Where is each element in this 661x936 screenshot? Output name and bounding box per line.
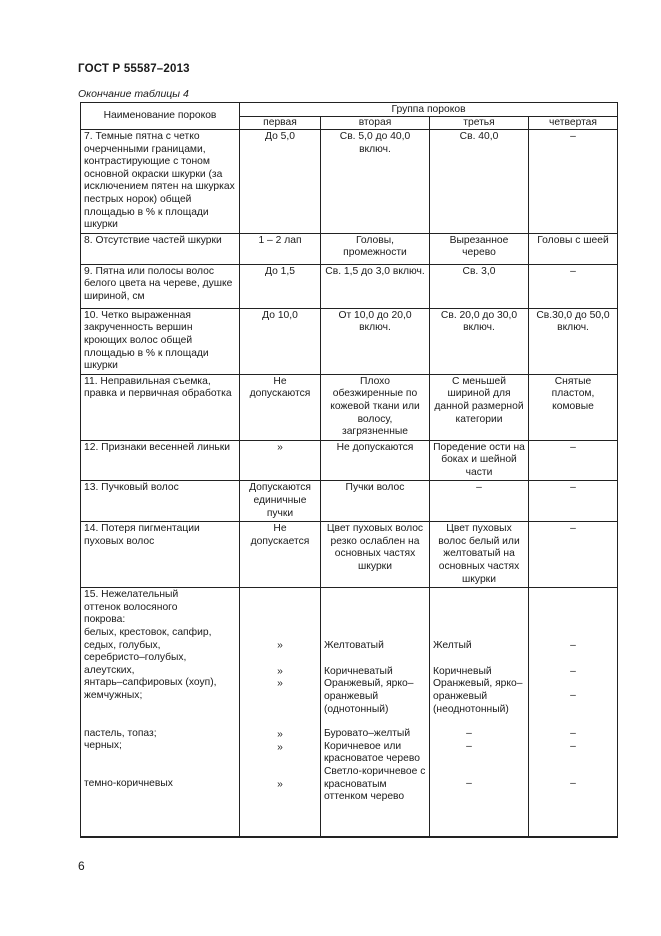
row15-g1-value: » [277, 665, 283, 677]
header-group-1: первая [240, 117, 321, 130]
row15-g2-value: Буровато–желтый [324, 728, 411, 740]
table-row [81, 308, 618, 374]
group-2-value: Пучки волос [321, 481, 430, 522]
row15-g1-value: » [277, 741, 283, 753]
defect-name: 14. Потеря пигментации пуховых волос [81, 522, 240, 588]
group-4-value: Снятые пластом, комовые [529, 374, 618, 440]
table-caption: Окончание таблицы 4 [78, 88, 189, 100]
row15-g3-value: – [466, 778, 472, 790]
row15-g1-value: » [277, 779, 283, 791]
group-3-value: Поредение ости на боках и шейной части [430, 440, 529, 481]
table-row [81, 264, 618, 308]
group-2-value: Плохо обезжиренные по кожевой ткани или волосу, загрязненные [321, 374, 430, 440]
group-1-value: До 5,0 [240, 130, 321, 234]
group-1-value: До 1,5 [240, 264, 321, 308]
row15-g4-value: – [570, 640, 576, 652]
row15-g1-value: » [277, 640, 283, 652]
group-2-value: Св. 5,0 до 40,0 включ. [321, 130, 430, 234]
table-row [81, 374, 618, 440]
row15-g2-value: Коричневатый [324, 665, 393, 677]
row15-g3-value: Коричневый [433, 665, 492, 677]
group-4-value: – [529, 264, 618, 308]
group-3-value: С меньшей шириной для данной размерной категории [430, 374, 529, 440]
row15-g4-value: – [570, 665, 576, 677]
table-row [81, 440, 618, 481]
group-3-value: – [430, 481, 529, 522]
group-2-value [321, 588, 430, 837]
row15-subitem-name: пастель, топаз; [84, 727, 157, 739]
row15-subitem-name: белых, крестовок, сапфир, седых, голубых, [84, 627, 212, 651]
row15-g2-value: Оранжевый, ярко–оранжевый (однотонный) [324, 678, 414, 715]
row15-subitem-name: серебристо–голубых, [84, 652, 187, 664]
group-4-value: – [529, 440, 618, 481]
group-1-value: Допускаются единичные пучки [240, 481, 321, 522]
group-3-value: Св. 40,0 [430, 130, 529, 234]
defect-name [81, 588, 240, 837]
group-3-value [430, 588, 529, 837]
group-2-value: Св. 1,5 до 3,0 включ. [321, 264, 430, 308]
table-row [81, 130, 618, 234]
defect-name: 10. Четко выраженная закрученность вершин кроющих волос общей площадью в % к площади шкурки [81, 308, 240, 374]
row15-intro-line: оттенок волосяного [84, 601, 178, 613]
group-4-value: – [529, 522, 618, 588]
defect-name: 13. Пучковый волос [81, 481, 240, 522]
group-3-value: Св. 3,0 [430, 264, 529, 308]
group-1-value: Не допускаются [240, 374, 321, 440]
group-2-value: Не допускаются [321, 440, 430, 481]
row15-g1-value: » [277, 678, 283, 690]
header-group-2: вторая [321, 117, 430, 130]
table-row-15 [81, 588, 618, 837]
row15-g4-value: – [570, 690, 576, 702]
row15-intro-line: 15. Нежелательный [84, 589, 179, 601]
defect-name: 9. Пятна или полосы волос белого цвета на череве, душке шириной, см [81, 264, 240, 308]
group-1-value: 1 – 2 лап [240, 233, 321, 264]
row15-g3-value: – [466, 740, 472, 752]
group-4-value: Св.30,0 до 50,0 включ. [529, 308, 618, 374]
row15-g3-value: – [466, 728, 472, 740]
row15-g4-value: – [570, 740, 576, 752]
defect-name: 7. Темные пятна с четко очерченными границами, контрастирующие с тоном основной окраски шкурки (за исключением пятен на шкурках пестрых норок) общей площадью в % к площади шкурки [81, 130, 240, 234]
group-3-value: Св. 20,0 до 30,0 включ. [430, 308, 529, 374]
group-1-value: » [240, 440, 321, 481]
table-row [81, 481, 618, 522]
row15-subitem-name: янтарь–сапфировых (хоуп), жемчужных; [84, 677, 217, 701]
row15-g4-value: – [570, 778, 576, 790]
defect-name: 11. Неправильная съемка, правка и первичная обработка [81, 374, 240, 440]
group-4-value: Головы с шеей [529, 233, 618, 264]
header-group-4: четвертая [529, 117, 618, 130]
row15-g4-value: – [570, 728, 576, 739]
header-group-3: третья [430, 117, 529, 130]
group-4-value [529, 588, 618, 837]
group-1-value [240, 588, 321, 837]
row15-g1-value: » [277, 729, 283, 740]
row15-subitem-name: черных; [84, 740, 122, 752]
group-2-value: Головы, промежности [321, 233, 430, 264]
group-2-value: От 10,0 до 20,0 включ. [321, 308, 430, 374]
row15-g2-value: Светло-коричневое с красноватым оттенком черево [324, 765, 426, 803]
group-4-value: – [529, 481, 618, 522]
group-3-value: Вырезанное черево [430, 233, 529, 264]
header-group: Группа пороков [240, 103, 618, 117]
group-3-value: Цвет пуховых волос белый или желтоватый на основных частях шкурки [430, 522, 529, 588]
row15-subitem-name: алеутских, [84, 664, 135, 676]
row15-g3-value: Желтый [433, 640, 472, 652]
page-number: 6 [78, 859, 85, 873]
group-1-value: До 10,0 [240, 308, 321, 374]
group-2-value: Цвет пуховых волос резко ослаблен на основных частях шкурки [321, 522, 430, 588]
header-name: Наименование пороков [81, 103, 240, 130]
row15-intro-line: покрова: [84, 614, 126, 626]
table-row [81, 522, 618, 588]
defect-name: 8. Отсутствие частей шкурки [81, 233, 240, 264]
table-row [81, 233, 618, 264]
group-1-value: Не допускается [240, 522, 321, 588]
row15-g2-value: Желтоватый [324, 640, 384, 652]
document-code: ГОСТ Р 55587–2013 [78, 63, 190, 75]
row15-g3-value: Оранжевый, ярко–оранжевый (неоднотонный) [433, 678, 523, 715]
row15-subitem-name: темно-коричневых [84, 777, 173, 789]
defect-name: 12. Признаки весенней линьки [81, 440, 240, 481]
defects-table [80, 102, 618, 838]
row15-g2-value: Коричневое или красноватое черево [324, 740, 420, 765]
group-4-value: – [529, 130, 618, 234]
